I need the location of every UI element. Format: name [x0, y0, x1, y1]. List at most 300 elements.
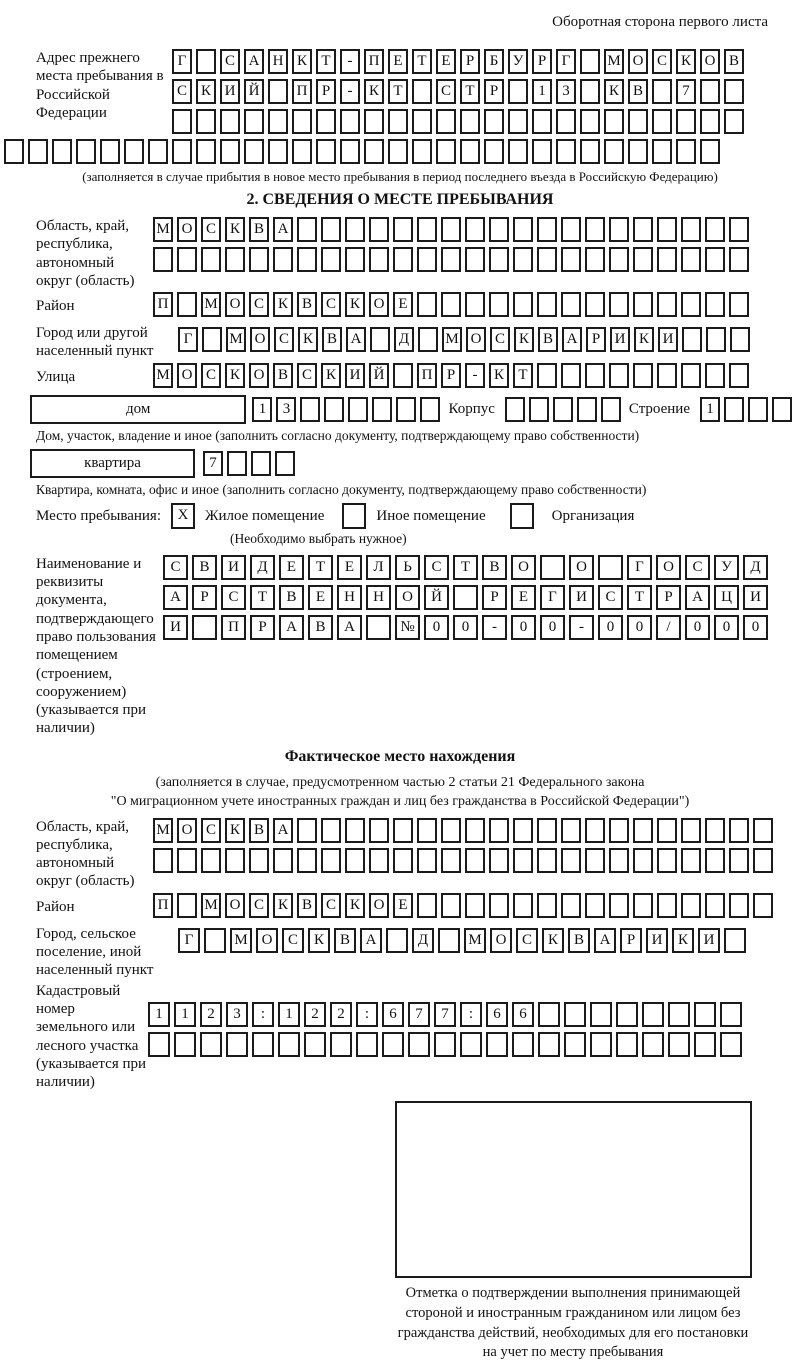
char-box[interactable]: П [364, 49, 384, 74]
char-box[interactable]: 0 [685, 615, 710, 640]
char-box[interactable]: К [273, 292, 293, 317]
char-box[interactable] [364, 139, 384, 164]
char-box[interactable]: И [569, 585, 594, 610]
char-box[interactable]: С [221, 585, 246, 610]
char-box[interactable] [340, 109, 360, 134]
char-box[interactable] [538, 1002, 560, 1027]
char-box[interactable]: Р [484, 79, 504, 104]
char-box[interactable] [177, 893, 197, 918]
char-box[interactable] [417, 893, 437, 918]
char-box[interactable]: 2 [304, 1002, 326, 1027]
char-box[interactable]: В [724, 49, 744, 74]
char-box[interactable]: К [225, 363, 245, 388]
char-box[interactable] [393, 247, 413, 272]
char-box[interactable] [200, 1032, 222, 1057]
char-box[interactable]: П [153, 893, 173, 918]
char-box[interactable] [564, 1002, 586, 1027]
char-box[interactable] [321, 217, 341, 242]
char-box[interactable]: О [177, 818, 197, 843]
char-box[interactable]: О [511, 555, 536, 580]
char-box[interactable]: М [230, 928, 252, 953]
char-box[interactable]: Т [250, 585, 275, 610]
char-box[interactable] [556, 139, 576, 164]
char-box[interactable] [330, 1032, 352, 1057]
char-box[interactable]: № [395, 615, 420, 640]
char-box[interactable]: М [153, 363, 173, 388]
char-box[interactable] [652, 109, 672, 134]
char-box[interactable]: К [345, 893, 365, 918]
char-box[interactable] [297, 848, 317, 873]
char-box[interactable]: В [568, 928, 590, 953]
char-box[interactable] [52, 139, 72, 164]
char-box[interactable] [124, 139, 144, 164]
char-box[interactable] [561, 893, 581, 918]
char-box[interactable] [196, 139, 216, 164]
char-box[interactable] [676, 139, 696, 164]
char-box[interactable]: 1 [252, 397, 272, 422]
char-box[interactable] [174, 1032, 196, 1057]
char-box[interactable]: А [562, 327, 582, 352]
char-box[interactable]: С [436, 79, 456, 104]
checkbox-organizatsiya[interactable] [510, 503, 534, 529]
char-box[interactable]: 3 [226, 1002, 248, 1027]
char-box[interactable] [153, 848, 173, 873]
char-box[interactable]: И [220, 79, 240, 104]
char-box[interactable] [694, 1002, 716, 1027]
char-box[interactable] [412, 79, 432, 104]
char-box[interactable] [561, 247, 581, 272]
char-box[interactable] [465, 818, 485, 843]
char-box[interactable]: В [279, 585, 304, 610]
char-box[interactable] [729, 848, 749, 873]
char-box[interactable]: К [225, 818, 245, 843]
char-box[interactable] [249, 848, 269, 873]
char-box[interactable]: К [634, 327, 654, 352]
char-box[interactable] [268, 139, 288, 164]
char-box[interactable]: И [743, 585, 768, 610]
char-box[interactable]: : [356, 1002, 378, 1027]
char-box[interactable] [321, 818, 341, 843]
char-box[interactable]: А [685, 585, 710, 610]
char-box[interactable]: С [321, 292, 341, 317]
char-box[interactable] [465, 893, 485, 918]
char-box[interactable] [616, 1002, 638, 1027]
char-box[interactable]: Г [627, 555, 652, 580]
char-box[interactable] [508, 79, 528, 104]
char-box[interactable] [537, 848, 557, 873]
char-box[interactable] [681, 247, 701, 272]
char-box[interactable] [532, 109, 552, 134]
char-box[interactable] [540, 555, 565, 580]
char-box[interactable]: Е [337, 555, 362, 580]
char-box[interactable] [418, 327, 438, 352]
char-box[interactable] [292, 139, 312, 164]
char-box[interactable] [460, 109, 480, 134]
char-box[interactable] [561, 818, 581, 843]
char-box[interactable]: О [395, 585, 420, 610]
char-box[interactable]: М [201, 893, 221, 918]
char-box[interactable] [537, 363, 557, 388]
char-box[interactable]: С [297, 363, 317, 388]
char-box[interactable]: 7 [203, 451, 223, 476]
char-box[interactable] [537, 893, 557, 918]
char-box[interactable]: К [292, 49, 312, 74]
char-box[interactable]: Ц [714, 585, 739, 610]
char-box[interactable] [748, 397, 768, 422]
char-box[interactable]: Т [316, 49, 336, 74]
char-box[interactable]: Т [308, 555, 333, 580]
char-box[interactable]: 3 [556, 79, 576, 104]
char-box[interactable] [616, 1032, 638, 1057]
char-box[interactable] [730, 327, 750, 352]
char-box[interactable] [729, 217, 749, 242]
char-box[interactable]: К [225, 217, 245, 242]
char-box[interactable]: Е [511, 585, 536, 610]
char-box[interactable] [705, 217, 725, 242]
char-box[interactable]: А [337, 615, 362, 640]
char-box[interactable]: Н [268, 49, 288, 74]
char-box[interactable] [388, 139, 408, 164]
char-box[interactable]: О [250, 327, 270, 352]
char-box[interactable]: 0 [453, 615, 478, 640]
char-box[interactable] [196, 49, 216, 74]
char-box[interactable]: Й [369, 363, 389, 388]
char-box[interactable]: М [604, 49, 624, 74]
char-box[interactable]: 0 [714, 615, 739, 640]
char-box[interactable] [513, 292, 533, 317]
char-box[interactable]: О [225, 292, 245, 317]
char-box[interactable] [700, 139, 720, 164]
char-box[interactable]: Т [453, 555, 478, 580]
char-box[interactable] [465, 848, 485, 873]
char-box[interactable] [369, 848, 389, 873]
char-box[interactable]: 1 [700, 397, 720, 422]
char-box[interactable]: 2 [330, 1002, 352, 1027]
char-box[interactable] [321, 247, 341, 272]
char-box[interactable]: С [201, 217, 221, 242]
char-box[interactable] [598, 555, 623, 580]
char-box[interactable]: 1 [174, 1002, 196, 1027]
char-box[interactable]: О [700, 49, 720, 74]
char-box[interactable] [642, 1032, 664, 1057]
char-box[interactable] [720, 1032, 742, 1057]
char-box[interactable] [729, 818, 749, 843]
char-box[interactable] [705, 818, 725, 843]
char-box[interactable]: И [221, 555, 246, 580]
char-box[interactable]: Л [366, 555, 391, 580]
char-box[interactable] [681, 818, 701, 843]
char-box[interactable] [700, 79, 720, 104]
char-box[interactable]: 6 [382, 1002, 404, 1027]
char-box[interactable] [225, 848, 245, 873]
char-box[interactable]: Р [250, 615, 275, 640]
char-box[interactable]: П [221, 615, 246, 640]
char-box[interactable]: Р [586, 327, 606, 352]
char-box[interactable] [369, 217, 389, 242]
char-box[interactable] [577, 397, 597, 422]
char-box[interactable]: 7 [408, 1002, 430, 1027]
char-box[interactable] [705, 363, 725, 388]
char-box[interactable] [633, 818, 653, 843]
char-box[interactable] [652, 79, 672, 104]
char-box[interactable] [724, 109, 744, 134]
char-box[interactable] [304, 1032, 326, 1057]
char-box[interactable] [434, 1032, 456, 1057]
char-box[interactable]: - [569, 615, 594, 640]
char-box[interactable]: Д [394, 327, 414, 352]
char-box[interactable] [244, 109, 264, 134]
char-box[interactable]: О [628, 49, 648, 74]
char-box[interactable] [609, 363, 629, 388]
char-box[interactable]: В [192, 555, 217, 580]
char-box[interactable] [601, 397, 621, 422]
char-box[interactable]: А [594, 928, 616, 953]
char-box[interactable]: А [273, 217, 293, 242]
char-box[interactable] [705, 247, 725, 272]
char-box[interactable] [538, 1032, 560, 1057]
char-box[interactable] [268, 109, 288, 134]
char-box[interactable]: Т [388, 79, 408, 104]
char-box[interactable] [705, 893, 725, 918]
char-box[interactable] [657, 217, 677, 242]
char-box[interactable] [729, 363, 749, 388]
char-box[interactable] [609, 818, 629, 843]
char-box[interactable] [252, 1032, 274, 1057]
char-box[interactable]: М [442, 327, 462, 352]
char-box[interactable]: 1 [532, 79, 552, 104]
char-box[interactable]: И [610, 327, 630, 352]
char-box[interactable]: В [297, 893, 317, 918]
char-box[interactable] [204, 928, 226, 953]
char-box[interactable]: М [226, 327, 246, 352]
char-box[interactable] [682, 327, 702, 352]
char-box[interactable]: К [345, 292, 365, 317]
char-box[interactable] [484, 109, 504, 134]
char-box[interactable] [753, 893, 773, 918]
char-box[interactable] [441, 893, 461, 918]
char-box[interactable] [657, 818, 677, 843]
char-box[interactable] [529, 397, 549, 422]
char-box[interactable]: К [489, 363, 509, 388]
char-box[interactable] [153, 247, 173, 272]
char-box[interactable]: В [334, 928, 356, 953]
char-box[interactable] [412, 139, 432, 164]
char-box[interactable]: Д [412, 928, 434, 953]
char-box[interactable]: 1 [278, 1002, 300, 1027]
char-box[interactable] [633, 247, 653, 272]
char-box[interactable] [148, 1032, 170, 1057]
char-box[interactable] [321, 848, 341, 873]
char-box[interactable] [417, 292, 437, 317]
char-box[interactable]: Д [743, 555, 768, 580]
char-box[interactable] [225, 247, 245, 272]
char-box[interactable]: А [244, 49, 264, 74]
char-box[interactable]: С [282, 928, 304, 953]
char-box[interactable] [316, 139, 336, 164]
char-box[interactable] [148, 139, 168, 164]
char-box[interactable]: В [482, 555, 507, 580]
char-box[interactable]: Г [172, 49, 192, 74]
char-box[interactable] [537, 292, 557, 317]
char-box[interactable]: К [298, 327, 318, 352]
char-box[interactable] [633, 848, 653, 873]
char-box[interactable] [297, 818, 317, 843]
char-box[interactable]: С [424, 555, 449, 580]
char-box[interactable]: С [490, 327, 510, 352]
char-box[interactable] [609, 848, 629, 873]
char-box[interactable]: Г [556, 49, 576, 74]
char-box[interactable] [227, 451, 247, 476]
char-box[interactable]: П [153, 292, 173, 317]
char-box[interactable]: К [321, 363, 341, 388]
char-box[interactable]: С [652, 49, 672, 74]
char-box[interactable]: У [714, 555, 739, 580]
char-box[interactable] [366, 615, 391, 640]
char-box[interactable]: М [201, 292, 221, 317]
char-box[interactable] [460, 1032, 482, 1057]
char-box[interactable] [441, 247, 461, 272]
char-box[interactable] [412, 109, 432, 134]
char-box[interactable] [465, 217, 485, 242]
char-box[interactable] [417, 848, 437, 873]
char-box[interactable] [220, 109, 240, 134]
char-box[interactable]: Д [250, 555, 275, 580]
char-box[interactable] [249, 247, 269, 272]
char-box[interactable]: И [646, 928, 668, 953]
char-box[interactable]: Р [316, 79, 336, 104]
char-box[interactable] [729, 247, 749, 272]
char-box[interactable]: Е [308, 585, 333, 610]
char-box[interactable] [486, 1032, 508, 1057]
char-box[interactable] [382, 1032, 404, 1057]
char-box[interactable]: А [346, 327, 366, 352]
char-box[interactable]: М [464, 928, 486, 953]
char-box[interactable]: У [508, 49, 528, 74]
char-box[interactable] [590, 1002, 612, 1027]
char-box[interactable] [513, 818, 533, 843]
char-box[interactable] [436, 139, 456, 164]
char-box[interactable] [753, 818, 773, 843]
char-box[interactable]: Н [337, 585, 362, 610]
char-box[interactable] [628, 109, 648, 134]
char-box[interactable]: Р [532, 49, 552, 74]
char-box[interactable] [465, 247, 485, 272]
char-box[interactable] [561, 848, 581, 873]
char-box[interactable] [681, 848, 701, 873]
char-box[interactable] [196, 109, 216, 134]
char-box[interactable] [657, 893, 677, 918]
char-box[interactable] [585, 848, 605, 873]
char-box[interactable] [724, 397, 744, 422]
char-box[interactable]: О [656, 555, 681, 580]
char-box[interactable] [580, 109, 600, 134]
char-box[interactable]: А [163, 585, 188, 610]
char-box[interactable] [720, 1002, 742, 1027]
char-box[interactable]: 0 [743, 615, 768, 640]
char-box[interactable]: И [163, 615, 188, 640]
char-box[interactable]: - [465, 363, 485, 388]
char-box[interactable]: О [369, 893, 389, 918]
char-box[interactable] [537, 818, 557, 843]
char-box[interactable]: Н [366, 585, 391, 610]
char-box[interactable] [396, 397, 416, 422]
char-box[interactable] [609, 292, 629, 317]
char-box[interactable]: Т [513, 363, 533, 388]
char-box[interactable] [345, 818, 365, 843]
char-box[interactable] [393, 818, 413, 843]
char-box[interactable] [100, 139, 120, 164]
char-box[interactable]: К [273, 893, 293, 918]
char-box[interactable] [580, 139, 600, 164]
char-box[interactable]: Й [424, 585, 449, 610]
char-box[interactable] [251, 451, 271, 476]
char-box[interactable]: К [604, 79, 624, 104]
char-box[interactable] [609, 217, 629, 242]
char-box[interactable]: П [417, 363, 437, 388]
char-box[interactable]: В [297, 292, 317, 317]
char-box[interactable]: Т [412, 49, 432, 74]
char-box[interactable] [28, 139, 48, 164]
char-box[interactable] [273, 848, 293, 873]
char-box[interactable]: 7 [434, 1002, 456, 1027]
char-box[interactable] [489, 292, 509, 317]
char-box[interactable]: А [273, 818, 293, 843]
char-box[interactable] [201, 848, 221, 873]
char-box[interactable]: Ь [395, 555, 420, 580]
char-box[interactable]: В [322, 327, 342, 352]
char-box[interactable]: 0 [424, 615, 449, 640]
char-box[interactable] [489, 848, 509, 873]
checkbox-inoe[interactable] [342, 503, 366, 529]
char-box[interactable]: - [340, 79, 360, 104]
char-box[interactable]: С [201, 818, 221, 843]
char-box[interactable]: М [153, 217, 173, 242]
char-box[interactable]: Р [482, 585, 507, 610]
char-box[interactable] [275, 451, 295, 476]
char-box[interactable] [561, 363, 581, 388]
char-box[interactable] [580, 79, 600, 104]
char-box[interactable] [508, 109, 528, 134]
char-box[interactable]: Г [540, 585, 565, 610]
char-box[interactable] [441, 217, 461, 242]
char-box[interactable] [508, 139, 528, 164]
char-box[interactable] [561, 292, 581, 317]
char-box[interactable]: 7 [676, 79, 696, 104]
char-box[interactable]: П [292, 79, 312, 104]
char-box[interactable]: С [685, 555, 710, 580]
char-box[interactable] [729, 893, 749, 918]
char-box[interactable] [177, 247, 197, 272]
char-box[interactable]: В [538, 327, 558, 352]
char-box[interactable] [604, 109, 624, 134]
char-box[interactable] [724, 928, 746, 953]
char-box[interactable]: Г [178, 327, 198, 352]
char-box[interactable]: В [308, 615, 333, 640]
char-box[interactable]: О [249, 363, 269, 388]
char-box[interactable] [609, 893, 629, 918]
char-box[interactable] [512, 1032, 534, 1057]
char-box[interactable] [372, 397, 392, 422]
char-box[interactable] [364, 109, 384, 134]
char-box[interactable] [417, 818, 437, 843]
char-box[interactable]: 0 [540, 615, 565, 640]
char-box[interactable]: 6 [512, 1002, 534, 1027]
char-box[interactable] [505, 397, 525, 422]
char-box[interactable] [513, 247, 533, 272]
char-box[interactable] [340, 139, 360, 164]
char-box[interactable] [76, 139, 96, 164]
char-box[interactable] [369, 247, 389, 272]
